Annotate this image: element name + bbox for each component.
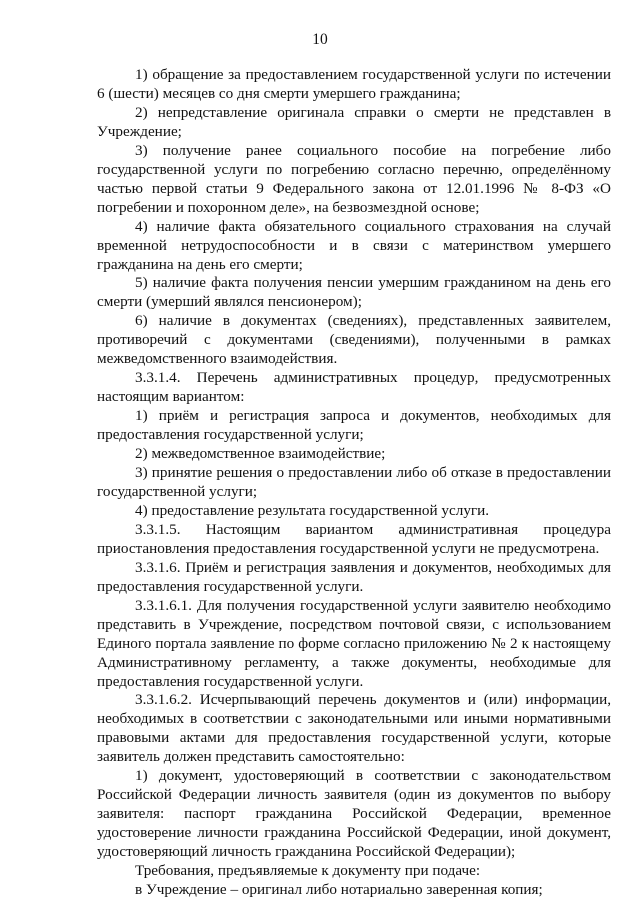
paragraph: 5) наличие факта получения пенсии умершим гражданином на день его смерти (умерший являлся пенсионером); xyxy=(97,274,611,311)
paragraph: в Учреждение – оригинал либо нотариально заверенная копия; xyxy=(135,880,543,898)
paragraph: 2) непредставление оригинала справки о смерти не представлен в Учреждение; xyxy=(97,103,611,140)
paragraph: 1) обращение за предоставлением государственной услуги по истечении 6 (шести) месяцев со дня смерти умершего гражданина; xyxy=(97,66,611,102)
paragraph: 3.3.1.6.1. Для получения государственной услуги заявителю необходимо представить в Учреждение, посредством почтовой связи, с использованием Единого портала заявление по форме согласно приложению № 2 к настоящему Административному регламенту, а также документы, необходимые для предоставления государственной услуги. xyxy=(97,596,611,690)
paragraph: 4) наличие факта обязательного социального страхования на случай временной нетрудоспособности и в связи с материнством умершего гражданина на день его смерти; xyxy=(97,217,611,273)
paragraph: 3) принятие решения о предоставлении либо об отказе в предоставлении государственной услуги; xyxy=(97,464,611,500)
paragraph: 3) получение ранее социального пособие на погребение либо государственной услуги по погребению согласно перечню, определённому частью первой статьи 9 Федерального закона от 12.01.1996 № 8-ФЗ «О погребении и похоронном деле», на безвозмездной основе; xyxy=(97,141,611,216)
paragraph: 1) документ, удостоверяющий в соответствии с законодательством Российской Федерации личность заявителя (один из документов по выбору заявителя: паспорт гражданина Российской Федерации, временное удостоверение личности гражданина Российской Федерации, иной документ, удостоверяющий личность гражданина Российской Федерации); xyxy=(97,767,611,861)
paragraph: 3.3.1.6. Приём и регистрация заявления и документов, необходимых для предоставления государственной услуги. xyxy=(97,558,611,595)
paragraph: 1) приём и регистрация запроса и документов, необходимых для предоставления государственной услуги; xyxy=(97,407,611,444)
document-body xyxy=(97,66,611,900)
paragraph: 3.3.1.4. Перечень административных процедур, предусмотренных настоящим вариантом: xyxy=(97,369,611,406)
paragraph: 3.3.1.5. Настоящим вариантом административная процедура приостановления предоставления государственной услуги не предусмотрена. xyxy=(97,520,611,557)
paragraph: 6) наличие в документах (сведениях), представленных заявителем, противоречий с документами (сведениями), полученными в рамках межведомственного взаимодействия. xyxy=(97,312,611,368)
paragraph: 4) предоставление результата государственной услуги. xyxy=(135,501,490,519)
paragraph: 3.3.1.6.2. Исчерпывающий перечень документов и (или) информации, необходимых в соответствии с законодательными или иными нормативными правовыми актами для предоставления государственной услуги, которые заявитель должен представить самостоятельно: xyxy=(97,691,611,766)
page-number: 10 xyxy=(312,31,328,48)
paragraph: Требования, предъявляемые к документу при подаче: xyxy=(135,862,481,880)
paragraph: 2) межведомственное взаимодействие; xyxy=(135,445,386,463)
